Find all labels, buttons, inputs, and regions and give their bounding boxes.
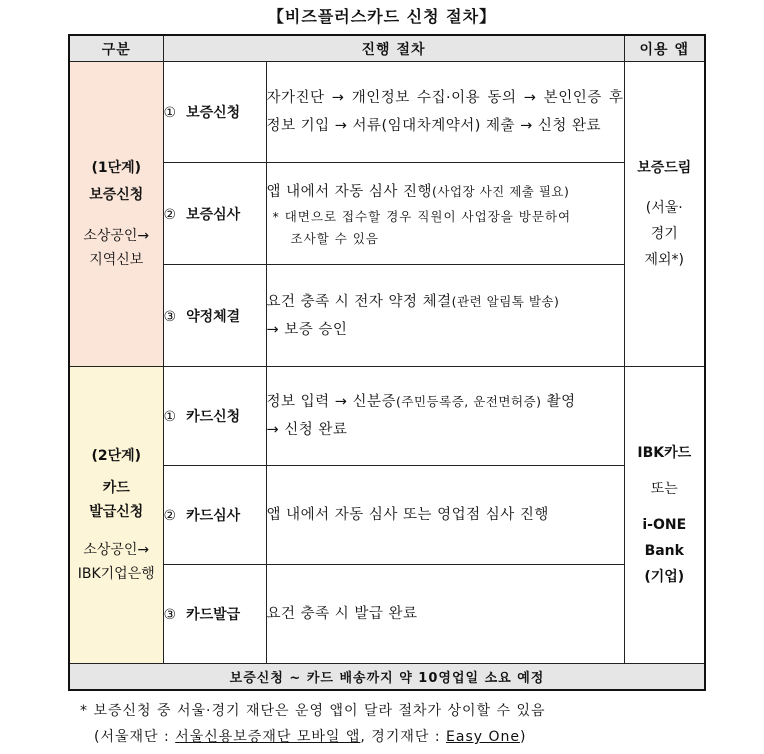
stage2-app-line4: Bank [644, 543, 684, 559]
stage1-label: (1단계) [91, 160, 142, 176]
footer-note: 보증신청 ~ 카드 배송까지 약 10영업일 소요 예정 [69, 664, 705, 691]
step-1-1-desc: 자가진단 → 개인정보 수집·이용 동의 → 본인인증 후 정보 기입 → 서류(임대차계약서) 제출 → 신청 완료 [266, 62, 624, 163]
step-2-2-desc: 앱 내에서 자동 심사 또는 영업점 심사 진행 [266, 466, 624, 565]
stage2-flow-line1: 소상공인→ [83, 542, 150, 558]
gyeonggi-app-name: Easy One [446, 729, 520, 745]
step-1-3-desc: 요건 충족 시 전자 약정 체결(관련 알림톡 발송) → 보증 승인 [266, 265, 624, 367]
note-line2: 조사할 수 있음 [290, 230, 379, 246]
stage2-app-cell [624, 367, 705, 664]
footer-row [69, 664, 705, 691]
header-app: 이용 앱 [624, 35, 705, 62]
table-row [69, 265, 705, 367]
stage2-cell [69, 367, 163, 664]
note-line1: * 대면으로 접수할 경우 직원이 사업장을 방문하여 [272, 208, 572, 224]
table-row [69, 367, 705, 466]
stage2-app-line3: i-ONE [642, 517, 687, 533]
stage1-app-note-1: (서울· [645, 200, 683, 216]
stage1-name: 보증신청 [89, 187, 144, 203]
step-1-1: ① 보증신청 [163, 62, 266, 163]
table-row [69, 62, 705, 163]
step-2-2: ② 카드심사 [163, 466, 266, 565]
table-row [69, 565, 705, 664]
stage2-name-line2: 발급신청 [89, 504, 144, 520]
stage1-app-note-3: 제외*) [644, 252, 685, 268]
step-2-3-desc: 요건 충족 시 발급 완료 [266, 565, 624, 664]
header-category: 구분 [69, 35, 163, 62]
page-title: 【비즈플러스카드 신청 절차】 [267, 7, 497, 26]
step-2-1: ① 카드신청 [163, 367, 266, 466]
procedure-table [68, 34, 706, 691]
stage1-flow-line2: 지역신보 [89, 252, 144, 268]
table-row [69, 466, 705, 565]
stage1-flow-line1: 소상공인→ [83, 228, 150, 244]
table-row [69, 163, 705, 265]
stage1-cell [69, 62, 163, 367]
footnote-line1: * 보증신청 중 서울·경기 재단은 운영 앱이 달라 절차가 상이할 수 있음 [80, 703, 546, 719]
stage1-app-note-2: 경기 [650, 226, 678, 242]
step-1-3: ③ 약정체결 [163, 265, 266, 367]
stage1-app-cell [624, 62, 705, 367]
step-1-2: ② 보증심사 [163, 163, 266, 265]
stage2-app-line5: (기업) [644, 569, 685, 585]
stage2-app-line1: IBK카드 [637, 445, 692, 461]
header-row [69, 35, 705, 62]
footnote [80, 698, 546, 750]
stage2-label: (2단계) [91, 448, 142, 464]
stage1-app-name: 보증드림 [637, 160, 692, 176]
step-2-1-desc: 정보 입력 → 신분증(주민등록증, 운전면허증) 촬영 → 신청 완료 [266, 367, 624, 466]
step-1-2-desc: 앱 내에서 자동 심사 진행(사업장 사진 제출 필요) * 대면으로 접수할 경우 직원이 사업장을 방문하여 조사할 수 있음 [266, 163, 624, 265]
stage2-name-line1: 카드 [102, 480, 130, 496]
stage2-flow-line2: IBK기업은행 [77, 566, 155, 582]
seoul-app-name: 서울신용보증재단 모바일 앱 [175, 729, 361, 745]
step-2-3: ③ 카드발급 [163, 565, 266, 664]
footnote-line2: (서울재단 : 서울신용보증재단 모바일 앱, 경기재단 : Easy One) [94, 729, 527, 745]
stage2-app-line2: 또는 [650, 481, 678, 497]
header-procedure: 진행 절차 [163, 35, 624, 62]
